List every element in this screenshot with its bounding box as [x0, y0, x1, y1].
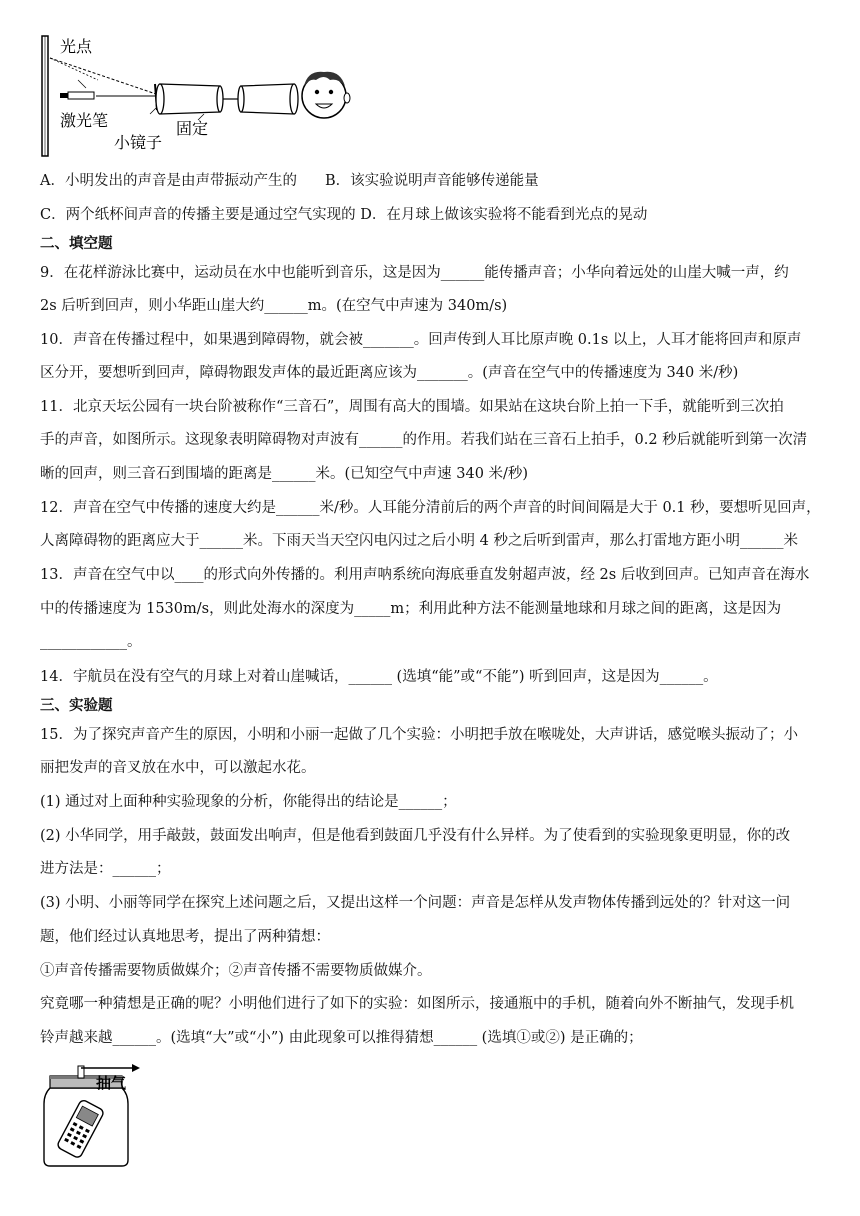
q11-line2: 手的声音，如图所示。这现象表明障碍物对声波有______的作用。若我们站在三音石上拍手，0.2 秒后就能听到第一次清	[40, 432, 808, 448]
laser-pen-label: 激光笔	[60, 111, 109, 130]
pump-out-label: 抽气	[96, 1074, 127, 1092]
q14-line1: 14．宇航员在没有空气的月球上对着山崖喊话，______ (选填“能”或“不能”) 听到回声，这是因为______。	[40, 669, 718, 685]
q8-options-ab	[40, 172, 539, 190]
laser-cup-figure	[38, 30, 358, 160]
q10-line1: 10．声音在传播过程中，如果遇到障碍物，就会被_______。回声传到人耳比原声晚 0.1s 以上，人耳才能将回声和原声	[40, 332, 802, 348]
q15-sub3-line3: ①声音传播需要物质做媒介；②声音传播不需要物质做媒介。	[40, 963, 432, 979]
q9-line1: 9．在花样游泳比赛中，运动员在水中也能听到音乐，这是因为______能传播声音；小华向着远处的山崖大喊一声，约	[40, 265, 789, 281]
q15-sub1: (1) 通过对上面种种实验现象的分析，你能得出的结论是______；	[40, 794, 457, 810]
q13-line3: ____________。	[40, 634, 142, 650]
q15-sub3-line4: 究竟哪一种猜想是正确的呢？小明他们进行了如下的实验：如图所示，接通瓶中的手机，随着向外不断抽气，发现手机	[40, 996, 794, 1012]
q15-line2: 丽把发声的音叉放在水中，可以激起水花。	[40, 760, 316, 776]
q9-line2: 2s 后听到回声，则小华距山崖大约______m。(在空气中声速为 340m/s)	[40, 298, 508, 314]
q15-line1: 15．为了探究声音产生的原因，小明和小丽一起做了几个实验：小明把手放在喉咙处，大声讲话，感觉喉头振动了；小	[40, 727, 798, 743]
q8-option-b: B．该实验说明声音能够传递能量	[324, 173, 539, 189]
q13-line1: 13．声音在空气中以____的形式向外传播的。利用声呐系统向海底垂直发射超声波，经 2s 后收到回声。已知声音在海水	[40, 567, 810, 583]
bell-jar-phone-figure	[36, 1060, 156, 1170]
fixed-label: 固定	[176, 119, 209, 138]
mirror-label: 小镜子	[114, 133, 163, 152]
light-spot-label: 光点	[60, 37, 93, 56]
q12-line2: 人离障碍物的距离应大于______米。下雨天当天空闪电闪过之后小明 4 秒之后听到雷声，那么打雷地方距小明______米	[40, 533, 798, 549]
section-experiment-heading: 三、实验题	[40, 698, 113, 714]
q11-line3: 晰的回声，则三音石到围墙的距离是______米。(已知空气中声速 340 米/秒)	[40, 466, 529, 482]
q15-sub3-line5: 铃声越来越______。(选填“大”或“小”) 由此现象可以推得猜想______ (选填①或②) 是正确的；	[40, 1030, 643, 1046]
q15-sub2-line2: 进方法是：______；	[40, 861, 171, 877]
q8-option-a: A．小明发出的声音是由声带振动产生的	[40, 173, 297, 189]
q15-sub3-line1: (3) 小明、小丽等同学在探究上述问题之后，又提出这样一个问题：声音是怎样从发声物体传播到远处的？针对这一问	[40, 895, 791, 911]
q8-options-cd: C．两个纸杯间声音的传播主要是通过空气实现的 D．在月球上做该实验将不能看到光点的晃动	[40, 207, 648, 223]
q12-line1: 12．声音在空气中传播的速度大约是______米/秒。人耳能分清前后的两个声音的时间间隔是大于 0.1 秒，要想听见回声，	[40, 500, 821, 516]
q10-line2: 区分开，要想听到回声，障碍物跟发声体的最近距离应该为_______。(声音在空气中的传播速度为 340 米/秒)	[40, 365, 739, 381]
q15-sub2-line1: (2) 小华同学，用手敲鼓，鼓面发出响声，但是他看到鼓面几乎没有什么异样。为了使看到的实验现象更明显，你的改	[40, 828, 791, 844]
q15-sub3-line2: 题，他们经过认真地思考，提出了两种猜想：	[40, 929, 330, 945]
section-fill-blank-heading: 二、填空题	[40, 236, 113, 252]
q11-line1: 11．北京天坛公园有一块台阶被称作“三音石”，周围有高大的围墙。如果站在这块台阶上拍一下手，就能听到三次拍	[40, 399, 784, 415]
q13-line2: 中的传播速度为 1530m/s，则此处海水的深度为_____m；利用此种方法不能测量地球和月球之间的距离，这是因为	[40, 601, 782, 617]
